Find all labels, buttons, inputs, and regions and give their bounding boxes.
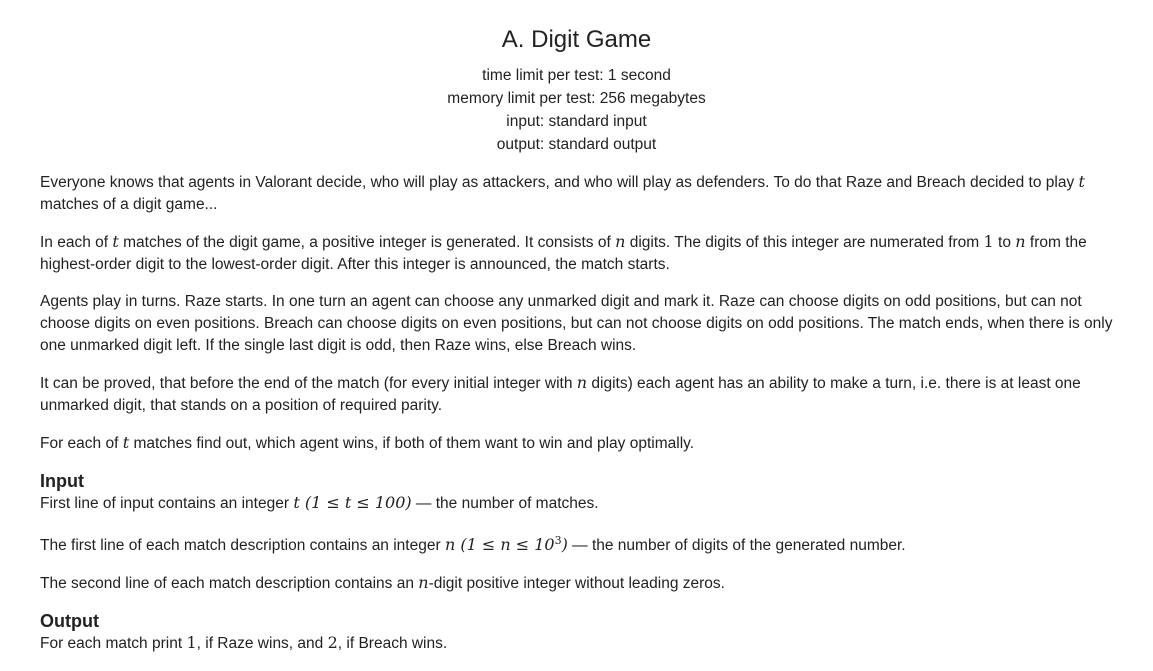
math-formula: ) [561,535,568,555]
text: The second line of each match description contains an [40,575,419,593]
text: For each match print [40,635,187,653]
text: digits) each agent has an ability to make a turn, i.e. there is at least one unmarked digit, that stands on a position of required parity. [40,375,1081,414]
text: The first line of each match description contains an integer [40,537,445,555]
problem-header [40,0,1113,156]
math-superscript: 3 [554,534,562,547]
math-number: 1 [983,232,994,251]
math-number: 1 [186,633,197,653]
math-number: 2 [327,633,338,653]
input-paragraph-3 [40,572,1113,595]
text: — the number of digits of the generated number. [567,537,906,555]
text: Everyone knows that agents in Valorant decide, who will play as attackers, and who will play as defenders. To do that Raze and Breach decided to play [40,174,1079,191]
math-var: n [576,373,588,392]
math-var: t [122,433,130,452]
text: matches of a digit game... [40,196,218,213]
text: , if Raze wins, and [196,635,328,653]
input-file: input: standard input [506,113,647,130]
problem-title: A. Digit Game [501,26,652,53]
text: matches find out, which agent wins, if both of them want to win and play optimally. [129,435,695,452]
output-specification [40,610,1113,655]
output-file: output: standard output [496,136,657,153]
math-var: t [112,232,119,251]
text: First line of input contains an integer [40,495,294,512]
math-formula: t (1 ≤ t ≤ 100) [293,493,412,512]
input-section-title: Input [40,471,84,491]
legend-paragraph-1 [40,171,1113,216]
input-specification [40,470,1113,595]
text: to [993,234,1016,251]
legend-paragraph-4 [40,372,1113,417]
memory-limit: memory limit per test: 256 megabytes [447,90,706,107]
text: matches of the digit game, a positive integer is generated. It consists of [118,234,616,251]
input-paragraph-2 [40,530,1113,557]
math-formula: n (1 ≤ n ≤ 10 [444,535,555,555]
text: It can be proved, that before the end of the match (for every initial integer with [40,375,577,392]
output-section-title: Output [40,611,99,632]
input-paragraph-1 [40,492,1113,515]
legend-paragraph-5 [40,432,1113,455]
output-paragraph-1 [40,632,1113,655]
text: , if Breach wins. [337,635,448,653]
math-var: n [1015,232,1026,251]
problem-legend [40,171,1113,455]
text: -digit positive integer without leading zeros. [428,575,725,593]
math-var: n [418,573,429,593]
text: In each of [40,234,113,251]
math-var: n [615,232,626,251]
legend-paragraph-2 [40,231,1113,276]
math-var: t [1078,172,1085,191]
text: — the number of matches. [411,495,599,512]
text: from the highest-order digit to the lowest-order digit. After this integer is announced, the match starts. [40,234,1087,273]
text: For each of [40,435,123,452]
time-limit: time limit per test: 1 second [482,67,671,84]
text: digits. The digits of this integer are numerated from [625,234,984,251]
legend-paragraph-3: Agents play in turns. Raze starts. In one turn an agent can choose any unmarked digit and mark it. Raze can choose digits on odd positions, but can not choose digits on even positions. Breach can choose digits on even positions, but can not choose digits on odd positions. The match ends, when there is only one unmarked digit left. If the single last digit is odd, then Raze wins, else Breach wins. [40,293,1113,354]
